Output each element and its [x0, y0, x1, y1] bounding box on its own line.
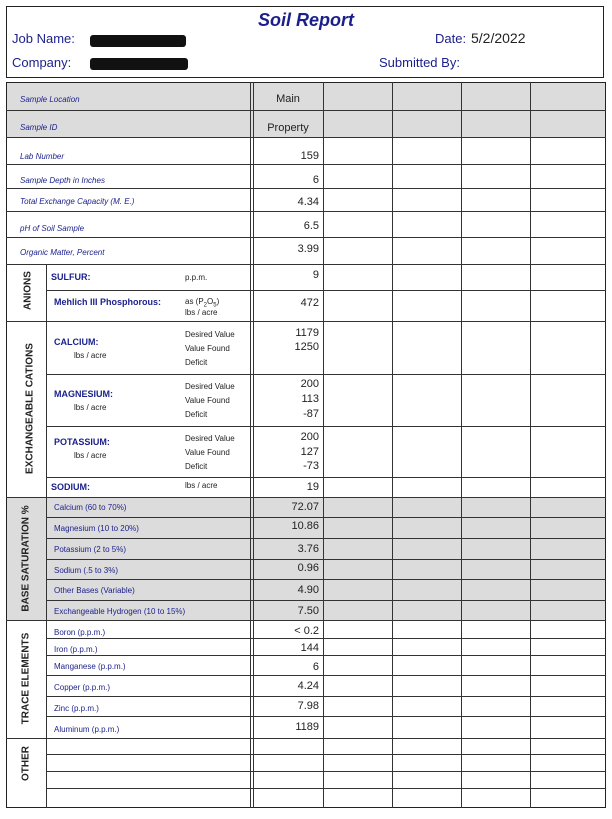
divider: [6, 497, 606, 498]
bs-hydrogen-value: 7.50: [297, 605, 319, 617]
job-name-redaction: [90, 35, 186, 47]
divider: [6, 237, 606, 238]
sample-id-label: Sample ID: [20, 123, 58, 132]
divider: [46, 374, 606, 375]
divider: [46, 655, 606, 656]
sample-depth-label: Sample Depth in Inches: [20, 176, 105, 185]
divider: [6, 188, 606, 189]
lab-number-label: Lab Number: [20, 152, 65, 161]
divider: [6, 264, 606, 265]
divider: [46, 675, 606, 676]
calcium-found-label: Value Found: [185, 344, 230, 353]
tec-label: Total Exchange Capacity (M. E.): [20, 197, 135, 206]
calcium-deficit-label: Deficit: [185, 358, 208, 367]
phosphorous-label: Mehlich III Phosphorous:: [54, 297, 162, 307]
divider: [46, 290, 606, 291]
divider: [46, 264, 47, 808]
organic-matter-value: 3.99: [297, 243, 319, 255]
other-section-label: OTHER: [20, 746, 32, 781]
divider: [46, 559, 606, 560]
sulfur-label: SULFUR:: [51, 272, 91, 282]
zinc-value: 7.98: [297, 700, 319, 712]
boron-value: < 0.2: [294, 625, 319, 637]
divider: [46, 517, 606, 518]
magnesium-unit: lbs / acre: [74, 403, 107, 412]
ph-label: pH of Soil Sample: [20, 224, 85, 233]
manganese-value: 6: [312, 661, 319, 673]
divider: [6, 321, 606, 322]
phosphorous-value: 472: [300, 297, 319, 309]
potassium-desired-value: 200: [300, 431, 319, 443]
divider: [250, 82, 251, 808]
calcium-desired-label: Desired Value: [185, 330, 235, 339]
iron-label: Iron (p.p.m.): [54, 645, 98, 654]
divider: [6, 620, 606, 621]
phosphorous-unit: as $(P_2O_5)$: [185, 297, 220, 309]
sodium-value: 19: [306, 481, 319, 493]
potassium-found-label: Value Found: [185, 448, 230, 457]
potassium-deficit-label: Deficit: [185, 462, 208, 471]
divider: [392, 82, 393, 808]
copper-label: Copper (p.p.m.): [54, 683, 111, 692]
divider: [6, 137, 606, 138]
magnesium-deficit-value: -87: [303, 408, 319, 420]
divider: [46, 716, 606, 717]
bs-calcium-value: 72.07: [291, 501, 319, 513]
cations-section-label: EXCHANGEABLE CATIONS: [24, 343, 36, 474]
magnesium-desired-label: Desired Value: [185, 382, 235, 391]
bs-magnesium-value: 10.86: [291, 520, 319, 532]
divider: [46, 788, 606, 789]
bs-sodium-value: 0.96: [297, 562, 319, 574]
divider: [6, 738, 606, 739]
potassium-desired-label: Desired Value: [185, 434, 235, 443]
magnesium-deficit-label: Deficit: [185, 410, 208, 419]
manganese-label: Manganese (p.p.m.): [54, 662, 126, 671]
sample-depth-value: 6: [312, 174, 319, 186]
phosphorous-unit-2: lbs / acre: [185, 308, 218, 317]
calcium-label: CALCIUM:: [54, 337, 99, 347]
calcium-desired-value: 1179: [295, 327, 319, 339]
sodium-label: SODIUM:: [51, 482, 90, 492]
submitted-by-label: Submitted By:: [379, 55, 460, 70]
magnesium-found-value: 113: [301, 393, 319, 405]
divider: [323, 82, 324, 808]
magnesium-desired-value: 200: [300, 378, 319, 390]
potassium-unit: lbs / acre: [74, 451, 107, 460]
report-title: Soil Report: [257, 10, 354, 30]
magnesium-label: MAGNESIUM:: [54, 389, 113, 399]
divider: [46, 538, 606, 539]
aluminum-label: Aluminum (p.p.m.): [54, 725, 120, 734]
calcium-found-value: 1250: [294, 341, 319, 353]
column-header-main: Main: [276, 93, 300, 105]
bs-potassium-value: 3.76: [297, 543, 319, 555]
bs-potassium-label: Potassium (2 to 5%): [54, 545, 127, 554]
divider: [46, 754, 606, 755]
sodium-unit: lbs / acre: [185, 481, 218, 490]
sulfur-value: 9: [312, 269, 319, 281]
boron-label: Boron (p.p.m.): [54, 628, 106, 637]
divider: [46, 600, 606, 601]
divider: [46, 696, 606, 697]
calcium-unit: lbs / acre: [74, 351, 107, 360]
company-label: Company:: [12, 55, 72, 70]
column-header-property: Property: [267, 122, 309, 134]
iron-value: 144: [300, 642, 319, 654]
date-label: Date:: [435, 31, 467, 46]
potassium-found-value: 127: [300, 446, 319, 458]
tec-value: 4.34: [297, 196, 319, 208]
lab-number-value: 159: [300, 150, 319, 162]
divider: [46, 638, 606, 639]
divider: [6, 164, 606, 165]
bs-other-value: 4.90: [297, 584, 319, 596]
organic-matter-label: Organic Matter, Percent: [20, 248, 105, 257]
magnesium-found-label: Value Found: [185, 396, 230, 405]
divider: [46, 579, 606, 580]
date-value: 5/2/2022: [471, 30, 526, 46]
divider: [6, 110, 606, 111]
company-redaction: [90, 58, 188, 70]
base-saturation-section-label: BASE SATURATION %: [20, 505, 32, 612]
bs-other-label: Other Bases (Variable): [54, 586, 135, 595]
bs-magnesium-label: Magnesium (10 to 20%): [54, 524, 139, 533]
sulfur-unit: p.p.m.: [185, 273, 208, 282]
bs-sodium-label: Sodium (.5 to 3%): [54, 566, 119, 575]
divider: [46, 771, 606, 772]
divider: [46, 426, 606, 427]
anions-section-label: ANIONS: [22, 271, 34, 310]
divider: [530, 82, 531, 808]
bs-hydrogen-label: Exchangeable Hydrogen (10 to 15%): [54, 607, 186, 616]
sample-location-label: Sample Location: [20, 95, 80, 104]
divider: [461, 82, 462, 808]
divider: [6, 211, 606, 212]
ph-value: 6.5: [303, 220, 319, 232]
aluminum-value: 1189: [295, 721, 319, 733]
potassium-deficit-value: -73: [303, 460, 319, 472]
divider: [46, 477, 606, 478]
copper-value: 4.24: [297, 680, 319, 692]
job-name-label: Job Name:: [12, 31, 75, 46]
trace-elements-section-label: TRACE ELEMENTS: [20, 632, 32, 725]
bs-calcium-label: Calcium (60 to 70%): [54, 503, 127, 512]
potassium-label: POTASSIUM:: [54, 437, 110, 447]
divider: [253, 82, 254, 808]
zinc-label: Zinc (p.p.m.): [54, 704, 99, 713]
